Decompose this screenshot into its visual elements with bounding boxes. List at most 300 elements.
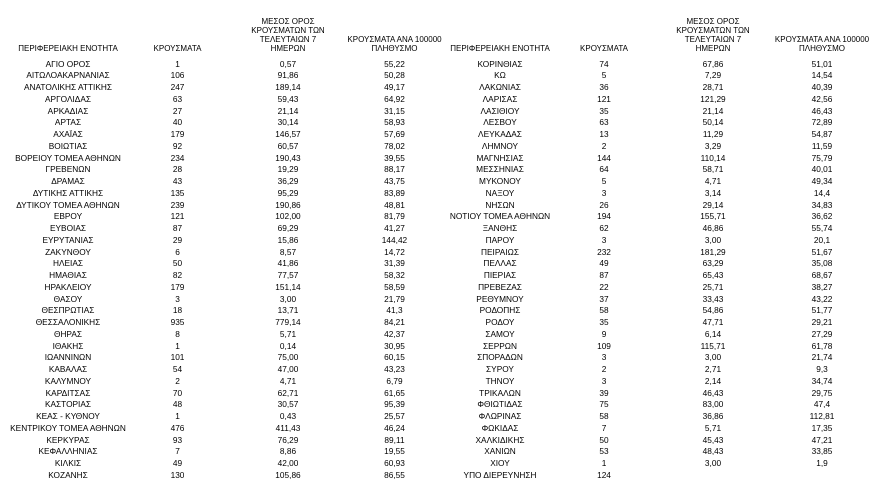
table-row <box>0 106 440 118</box>
avg-value: 102,00 <box>275 211 301 222</box>
table-row <box>440 470 875 482</box>
cases-value: 53 <box>599 446 609 457</box>
region-name: ΝΟΤΙΟΥ ΤΟΜΕΑ ΑΘΗΝΩΝ <box>449 211 551 222</box>
avg-value: 60,57 <box>277 140 299 151</box>
region-name: ΣΑΜΟΥ <box>485 328 515 339</box>
region-name: ΘΕΣΣΑΛΟΝΙΚΗΣ <box>35 317 101 327</box>
per100k-value: 46,43 <box>811 105 833 116</box>
table-row <box>0 329 440 341</box>
cases-value: 232 <box>597 246 611 257</box>
table-row <box>0 317 440 329</box>
per100k-value: 41,27 <box>384 223 405 233</box>
cases-value: 476 <box>170 422 185 433</box>
region-name: ΣΕΡΡΩΝ <box>483 340 517 351</box>
avg-value: 8,86 <box>279 446 297 457</box>
cases-value: 121 <box>170 211 185 222</box>
avg-value: 110,14 <box>700 152 726 163</box>
cases-value: 75 <box>599 399 609 410</box>
cases-value: 63 <box>172 93 183 104</box>
avg-value: 7,29 <box>704 70 722 81</box>
table-row <box>440 82 875 94</box>
region-name: ΔΥΤΙΚΟΥ ΤΟΜΕΑ ΑΘΗΝΩΝ <box>16 199 120 210</box>
per100k-value: 43,22 <box>811 293 833 304</box>
avg-value: 181,29 <box>700 246 726 257</box>
cases-value: 49 <box>599 258 609 269</box>
table-row <box>0 352 440 364</box>
table-row <box>0 341 440 353</box>
cases-value: 3 <box>601 234 607 245</box>
avg-value: 41,86 <box>277 258 299 269</box>
per100k-value: 89,11 <box>384 434 405 445</box>
avg-value: 65,43 <box>702 270 724 280</box>
table-row <box>440 153 875 165</box>
per100k-value: 14,4 <box>813 187 831 198</box>
avg-value: 30,57 <box>277 399 299 410</box>
cases-value: 1 <box>175 58 180 69</box>
per100k-value: 31,15 <box>384 105 405 116</box>
table-row <box>0 294 440 306</box>
region-name: ΙΘΑΚΗΣ <box>52 340 84 351</box>
table-row <box>0 435 440 447</box>
cases-value: 3 <box>601 375 607 386</box>
avg-value: 3,14 <box>704 187 722 198</box>
cases-value: 87 <box>599 270 609 280</box>
cases-value: 109 <box>597 340 611 351</box>
per100k-value: 29,21 <box>811 317 833 327</box>
table-row <box>440 317 875 329</box>
table-row <box>0 376 440 388</box>
avg-value: 105,86 <box>275 469 301 480</box>
avg-value: 2,14 <box>704 375 722 386</box>
table-row <box>440 188 875 200</box>
table-row <box>440 423 875 435</box>
table-row <box>440 129 875 141</box>
cases-value: 87 <box>172 223 183 233</box>
region-name: ΒΟΙΩΤΙΑΣ <box>48 140 88 151</box>
table-row <box>440 70 875 82</box>
cases-value: 48 <box>172 399 183 410</box>
table-row <box>440 329 875 341</box>
table-row <box>440 235 875 247</box>
cases-value: 22 <box>599 281 609 292</box>
per100k-value: 40,01 <box>811 164 833 175</box>
header-7day-average: ΜΕΣΟΣ ΟΡΟΣ ΚΡΟΥΣΜΑΤΩΝ ΤΩΝ ΤΕΛΕΥΤΑΙΩΝ 7 ΗΜΕΡΩΝ <box>676 17 750 53</box>
avg-value: 3,00 <box>704 234 722 245</box>
per100k-value: 11,59 <box>811 140 833 151</box>
cases-value: 39 <box>599 387 609 398</box>
per100k-value: 72,89 <box>811 117 833 128</box>
avg-value: 76,29 <box>277 434 299 445</box>
table-row <box>0 235 440 247</box>
avg-value: 29,14 <box>702 199 724 210</box>
per100k-value: 81,79 <box>384 211 405 222</box>
avg-value: 91,86 <box>277 70 299 81</box>
region-name: ΔΥΤΙΚΗΣ ΑΤΤΙΚΗΣ <box>32 187 104 198</box>
region-name: ΛΕΥΚΑΔΑΣ <box>478 129 522 139</box>
cases-value: 179 <box>170 129 185 139</box>
table-row <box>0 399 440 411</box>
avg-value: 3,29 <box>704 140 722 151</box>
cases-value: 135 <box>170 187 185 198</box>
cases-value: 29 <box>172 234 183 245</box>
header-cases: ΚΡΟΥΣΜΑΤΑ <box>153 44 202 53</box>
region-name: ΠΕΛΛΑΣ <box>483 258 517 269</box>
avg-value: 19,29 <box>277 164 299 175</box>
region-name: ΛΑΡΙΣΑΣ <box>482 93 518 104</box>
cases-value: 2 <box>601 140 607 151</box>
table-row <box>440 94 875 106</box>
per100k-value: 68,67 <box>811 270 833 280</box>
avg-value: 47,71 <box>702 317 724 327</box>
table-row <box>0 59 440 71</box>
region-name: ΚΑΣΤΟΡΙΑΣ <box>44 399 92 410</box>
per100k-value: 14,54 <box>811 70 833 81</box>
cases-value: 58 <box>599 411 609 421</box>
right-rows <box>440 59 875 482</box>
avg-value: 50,14 <box>702 117 724 128</box>
per100k-value: 47,21 <box>811 434 833 445</box>
table-row <box>440 258 875 270</box>
table-row <box>0 423 440 435</box>
table-row <box>440 458 875 470</box>
left-rows <box>0 59 440 482</box>
region-name: ΚΩ <box>494 70 506 81</box>
per100k-value: 46,24 <box>384 422 405 433</box>
avg-value: 48,43 <box>702 446 724 457</box>
cases-value: 70 <box>172 387 183 398</box>
region-name: ΒΟΡΕΙΟΥ ΤΟΜΕΑ ΑΘΗΝΩΝ <box>15 152 121 163</box>
avg-value: 155,71 <box>700 211 726 222</box>
cases-value: 7 <box>175 446 180 457</box>
region-name: ΕΥΡΥΤΑΝΙΑΣ <box>42 234 94 245</box>
region-name: ΠΙΕΡΙΑΣ <box>483 270 517 280</box>
per100k-value: 49,34 <box>811 176 833 186</box>
cases-value: 36 <box>599 82 609 92</box>
per100k-value: 50,28 <box>384 70 405 81</box>
per100k-value: 58,32 <box>384 270 405 280</box>
per100k-value: 39,55 <box>384 152 405 163</box>
cases-value: 64 <box>599 164 609 175</box>
per100k-value: 144,42 <box>381 234 408 245</box>
cases-value: 63 <box>599 117 609 128</box>
region-name: ΠΑΡΟΥ <box>485 234 515 245</box>
avg-value: 46,43 <box>702 387 724 398</box>
per100k-value: 14,72 <box>384 246 405 257</box>
region-name: ΙΩΑΝΝΙΝΩΝ <box>44 352 92 363</box>
avg-value: 58,71 <box>702 164 724 175</box>
cases-value: 179 <box>170 281 185 292</box>
region-name: ΑΝΑΤΟΛΙΚΗΣ ΑΤΤΙΚΗΣ <box>23 82 113 92</box>
avg-value: 47,00 <box>277 364 299 374</box>
region-name: ΚΑΡΔΙΤΣΑΣ <box>45 387 91 398</box>
region-name: ΦΩΚΙΔΑΣ <box>481 422 519 433</box>
avg-value: 121,29 <box>700 93 726 104</box>
header-7day-average: ΜΕΣΟΣ ΟΡΟΣ ΚΡΟΥΣΜΑΤΩΝ ΤΩΝ ΤΕΛΕΥΤΑΙΩΝ 7 ΗΜΕΡΩΝ <box>251 17 325 53</box>
avg-value: 190,86 <box>275 199 301 210</box>
table-row <box>440 435 875 447</box>
region-name: ΗΜΑΘΙΑΣ <box>49 270 87 280</box>
region-name: ΑΓΙΟ ΟΡΟΣ <box>45 58 91 69</box>
per100k-value: 78,02 <box>384 140 405 151</box>
avg-value: 36,29 <box>277 176 299 186</box>
avg-value: 54,86 <box>702 305 724 316</box>
region-name: ΛΑΣΙΘΙΟΥ <box>480 105 520 116</box>
table-row <box>0 411 440 423</box>
cases-value: 239 <box>170 199 185 210</box>
table-row <box>440 223 875 235</box>
table-row <box>440 294 875 306</box>
region-name: ΚΙΛΚΙΣ <box>54 458 82 468</box>
per100k-value: 43,23 <box>384 364 405 374</box>
table-row <box>440 305 875 317</box>
per100k-value: 58,59 <box>384 281 405 292</box>
per100k-value: 36,62 <box>811 211 833 222</box>
region-name: ΘΑΣΟΥ <box>53 293 83 304</box>
avg-value: 42,00 <box>277 458 299 468</box>
avg-value: 62,71 <box>277 387 299 398</box>
table-row <box>0 82 440 94</box>
table-row <box>440 176 875 188</box>
per100k-value: 42,56 <box>811 93 833 104</box>
region-name: ΝΗΣΩΝ <box>485 199 515 210</box>
avg-value: 411,43 <box>275 422 301 433</box>
per100k-value: 42,37 <box>384 328 405 339</box>
cases-value: 7 <box>601 422 607 433</box>
cases-value: 124 <box>597 469 611 480</box>
per100k-value: 30,95 <box>384 340 405 351</box>
region-name: ΧΑΛΚΙΔΙΚΗΣ <box>475 434 525 445</box>
region-name: ΦΛΩΡΙΝΑΣ <box>478 411 522 421</box>
table-row <box>0 153 440 165</box>
cases-value: 82 <box>172 270 183 280</box>
table-row <box>440 270 875 282</box>
region-name: ΚΑΛΥΜΝΟΥ <box>44 375 92 386</box>
header-region: ΠΕΡΙΦΕΡΕΙΑΚΗ ΕΝΟΤΗΤΑ <box>18 44 118 53</box>
per100k-value: 51,01 <box>811 58 833 69</box>
per100k-value: 86,55 <box>384 469 405 480</box>
cases-value: 49 <box>172 458 183 468</box>
cases-value: 144 <box>597 152 611 163</box>
avg-value: 11,29 <box>702 129 724 139</box>
avg-value: 46,86 <box>702 223 724 233</box>
per100k-value: 61,78 <box>811 340 833 351</box>
per100k-value: 43,75 <box>384 176 405 186</box>
cases-value: 74 <box>599 58 609 69</box>
avg-value: 0,14 <box>279 340 297 351</box>
region-name: ΑΧΑΪΑΣ <box>53 129 83 139</box>
region-name: ΜΕΣΣΗΝΙΑΣ <box>476 164 524 175</box>
table-row <box>0 211 440 223</box>
avg-value: 5,71 <box>704 422 722 433</box>
avg-value: 3,00 <box>704 458 722 468</box>
region-name: ΑΙΤΩΛΟΑΚΑΡΝΑΝΙΑΣ <box>26 70 110 81</box>
table-row <box>440 446 875 458</box>
avg-value: 190,43 <box>275 152 301 163</box>
avg-value: 36,86 <box>702 411 724 421</box>
avg-value: 83,00 <box>702 399 724 410</box>
per100k-value: 60,15 <box>384 352 405 363</box>
region-name: ΛΗΜΝΟΥ <box>481 140 519 151</box>
cases-value: 8 <box>175 328 180 339</box>
table-row <box>440 211 875 223</box>
per100k-value: 35,08 <box>811 258 833 269</box>
avg-value: 67,86 <box>702 58 724 69</box>
region-name: ΗΡΑΚΛΕΙΟΥ <box>44 281 92 292</box>
table-row <box>440 352 875 364</box>
per100k-value: 38,27 <box>811 281 833 292</box>
table-row <box>440 282 875 294</box>
region-name: ΚΕΝΤΡΙΚΟΥ ΤΟΜΕΑ ΑΘΗΝΩΝ <box>10 422 126 433</box>
region-name: ΕΒΡΟΥ <box>53 211 83 222</box>
table-row <box>0 446 440 458</box>
avg-value: 8,57 <box>279 246 297 257</box>
table-row <box>0 164 440 176</box>
avg-value: 6,14 <box>704 328 722 339</box>
table-row <box>0 364 440 376</box>
region-name: ΚΕΡΚΥΡΑΣ <box>46 434 90 445</box>
region-name: ΞΑΝΘΗΣ <box>482 223 518 233</box>
avg-value: 0,43 <box>279 411 297 421</box>
avg-value: 63,29 <box>702 258 724 269</box>
per100k-value: 1,9 <box>816 458 828 468</box>
region-name: ΛΑΚΩΝΙΑΣ <box>479 82 521 92</box>
table-row <box>0 223 440 235</box>
region-name: ΑΡΚΑΔΙΑΣ <box>47 105 89 116</box>
table-row <box>440 247 875 259</box>
cases-value: 6 <box>175 246 180 257</box>
header-cases: ΚΡΟΥΣΜΑΤΑ <box>580 44 628 53</box>
table-row <box>0 247 440 259</box>
cases-value: 1 <box>601 458 607 468</box>
per100k-value: 21,79 <box>384 293 405 304</box>
avg-value: 21,14 <box>702 105 724 116</box>
cases-value: 1 <box>175 340 180 351</box>
region-name: ΚΕΑΣ - ΚΥΘΝΟΥ <box>36 411 100 421</box>
table-row <box>0 70 440 82</box>
cases-value: 58 <box>599 305 609 316</box>
per100k-value: 112,81 <box>809 411 835 421</box>
table-row <box>440 106 875 118</box>
avg-value: 151,14 <box>275 281 301 292</box>
table-row <box>0 176 440 188</box>
per100k-value: 88,17 <box>384 164 405 175</box>
region-name: ΡΕΘΥΜΝΟΥ <box>476 293 524 304</box>
avg-value: 15,86 <box>277 234 299 245</box>
region-name: ΣΥΡΟΥ <box>486 364 514 374</box>
table-row <box>440 411 875 423</box>
table-row <box>0 117 440 129</box>
avg-value: 77,57 <box>277 270 299 280</box>
avg-value: 4,71 <box>704 176 722 186</box>
cases-value: 35 <box>599 317 609 327</box>
avg-value: 115,71 <box>700 340 726 351</box>
table-row <box>0 188 440 200</box>
avg-value: 33,43 <box>702 293 724 304</box>
avg-value: 45,43 <box>702 434 724 445</box>
per100k-value: 95,39 <box>384 399 405 410</box>
avg-value: 59,43 <box>277 93 299 104</box>
cases-value: 101 <box>170 352 185 363</box>
cases-value: 130 <box>170 469 185 480</box>
per100k-value: 40,39 <box>811 82 833 92</box>
region-name: ΤΗΝΟΥ <box>485 375 515 386</box>
table-row <box>440 399 875 411</box>
table-row <box>440 388 875 400</box>
region-name: ΧΙΟΥ <box>490 458 510 468</box>
table-row <box>0 305 440 317</box>
cases-value: 247 <box>170 82 185 92</box>
avg-value: 779,14 <box>275 317 301 327</box>
avg-value: 28,71 <box>702 82 724 92</box>
region-name: ΧΑΝΙΩΝ <box>484 446 516 457</box>
per100k-value: 6,79 <box>386 375 403 386</box>
cases-value: 93 <box>172 434 183 445</box>
header-cases-per-100k: ΚΡΟΥΣΜΑΤΑ ΑΝΑ 100000 ΠΛΗΘΥΣΜΟ <box>347 35 442 53</box>
table-row <box>0 282 440 294</box>
cases-value: 3 <box>601 352 607 363</box>
table-row <box>0 470 440 482</box>
table-row <box>0 94 440 106</box>
cases-value: 50 <box>599 434 609 445</box>
region-name: ΤΡΙΚΑΛΩΝ <box>479 387 521 398</box>
table-row <box>0 458 440 470</box>
avg-value: 30,14 <box>277 117 299 128</box>
region-name: ΚΕΦΑΛΛΗΝΙΑΣ <box>38 446 98 457</box>
per100k-value: 83,89 <box>384 187 405 198</box>
region-name: ΓΡΕΒΕΝΩΝ <box>45 164 91 175</box>
cases-value: 43 <box>172 176 183 186</box>
avg-value: 2,71 <box>704 364 722 374</box>
cases-value: 3 <box>601 187 607 198</box>
table-row <box>0 388 440 400</box>
avg-value: 75,00 <box>277 352 299 363</box>
table-row <box>440 164 875 176</box>
per100k-value: 25,57 <box>384 411 405 421</box>
table-row <box>0 258 440 270</box>
region-name: ΥΠΟ ΔΙΕΡΕΥΝΗΣΗ <box>463 469 537 480</box>
per100k-value: 34,74 <box>811 375 833 386</box>
region-name: ΜΑΓΝΗΣΙΑΣ <box>476 152 524 163</box>
per100k-value: 54,87 <box>811 129 833 139</box>
table-row <box>0 141 440 153</box>
table-row <box>440 341 875 353</box>
cases-value: 121 <box>597 93 611 104</box>
cases-value: 54 <box>172 364 183 374</box>
table-row <box>440 200 875 212</box>
cases-value: 2 <box>601 364 607 374</box>
cases-value: 1 <box>175 411 180 421</box>
avg-value: 13,71 <box>277 305 299 316</box>
per100k-value: 64,92 <box>384 93 405 104</box>
per100k-value: 48,81 <box>384 199 405 210</box>
per100k-value: 61,65 <box>384 387 405 398</box>
avg-value: 5,71 <box>279 328 297 339</box>
region-name: ΛΕΣΒΟΥ <box>483 117 517 128</box>
table-row <box>440 376 875 388</box>
per100k-value: 21,74 <box>811 352 833 363</box>
cases-value: 194 <box>597 211 611 222</box>
region-name: ΚΑΒΑΛΑΣ <box>48 364 88 374</box>
cases-value: 18 <box>172 305 183 316</box>
avg-value: 69,29 <box>277 223 299 233</box>
cases-value: 234 <box>170 152 185 163</box>
header-cases-per-100k: ΚΡΟΥΣΜΑΤΑ ΑΝΑ 100000 ΠΛΗΘΥΣΜΟ <box>774 35 870 53</box>
per100k-value: 41,3 <box>386 305 403 316</box>
cases-value: 35 <box>599 105 609 116</box>
cases-value: 28 <box>172 164 183 175</box>
region-name: ΘΕΣΠΡΩΤΙΑΣ <box>41 305 95 316</box>
per100k-value: 34,83 <box>811 199 833 210</box>
